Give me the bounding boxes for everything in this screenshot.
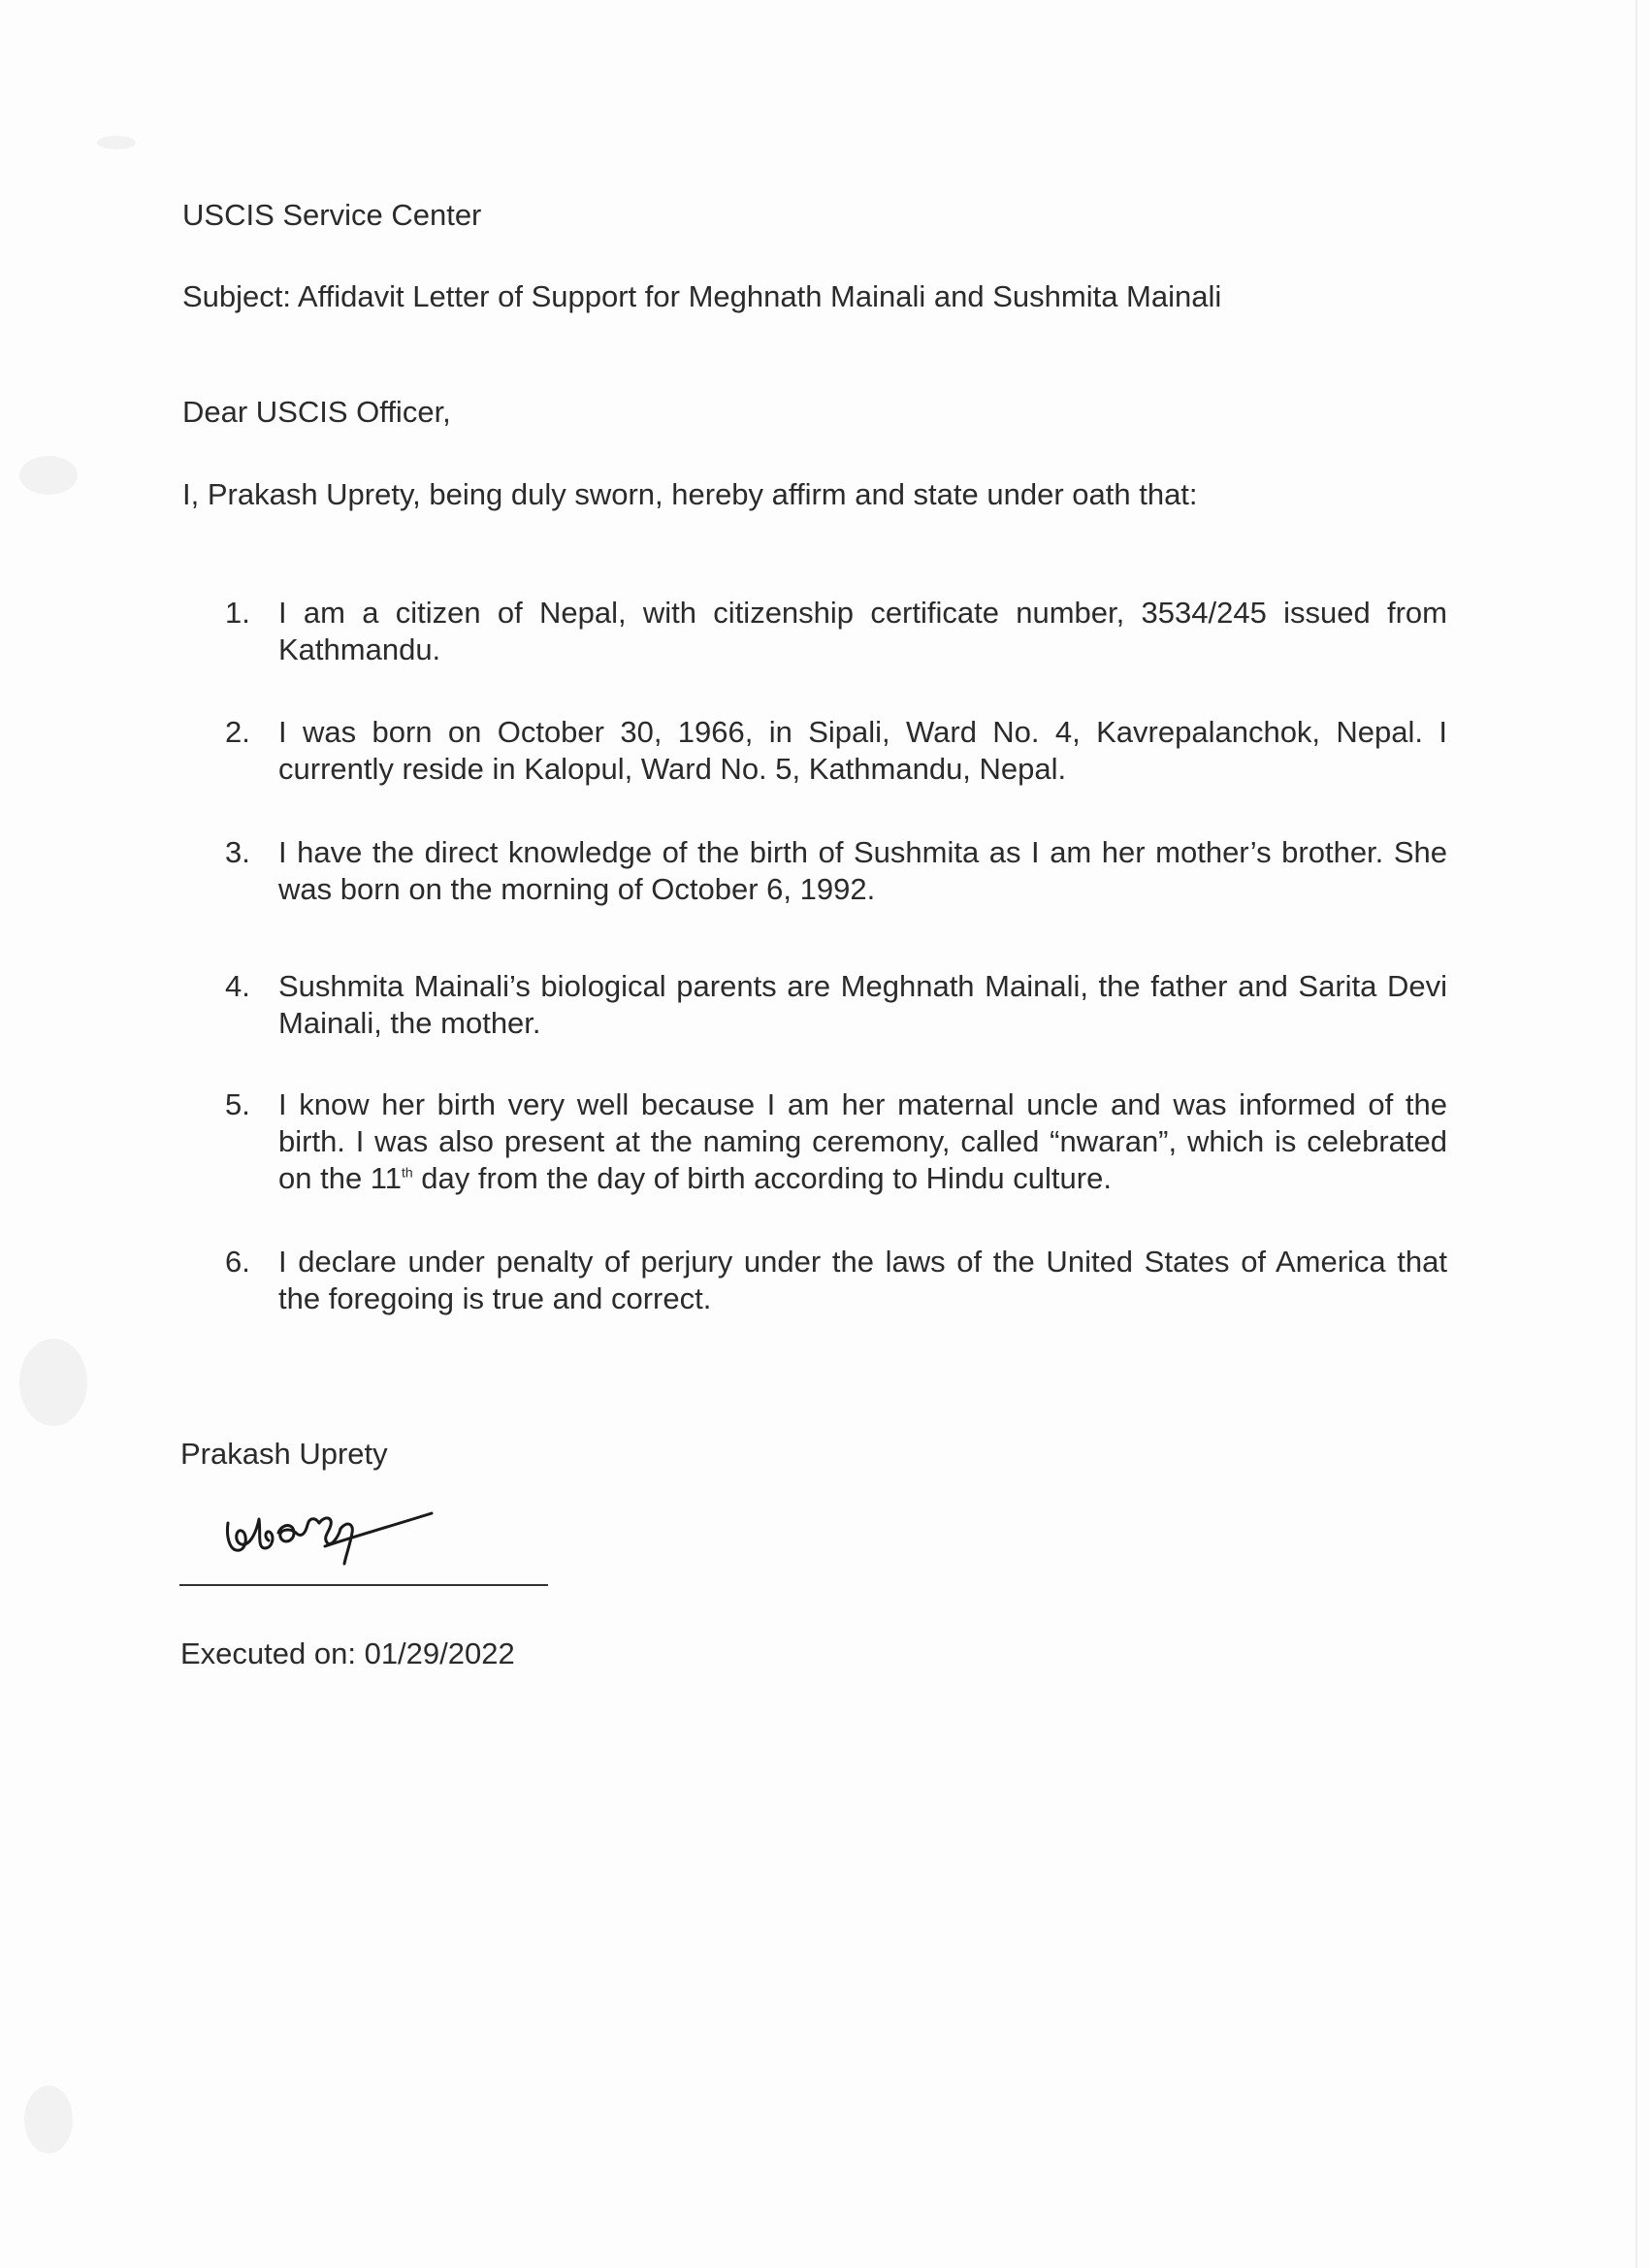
scan-artifact — [97, 136, 136, 149]
list-number: 6. — [225, 1245, 250, 1279]
list-text — [278, 1086, 1447, 1197]
recipient-line: USCIS Service Center — [182, 198, 482, 232]
handwritten-signature-icon — [218, 1494, 451, 1581]
list-text-part: day from the day of birth according to Hindu culture. — [412, 1161, 1112, 1195]
intro-paragraph: I, Prakash Uprety, being duly sworn, hereby affirm and state under oath that: — [182, 477, 1198, 511]
list-number: 3. — [225, 835, 250, 869]
list-item — [225, 595, 1447, 668]
list-text-part: I know her birth very well because I am her maternal uncle and was informed of the birth. I was also present at the naming ceremony, called “nwaran”, which is celebrated on the 11 — [278, 1087, 1447, 1195]
signer-name: Prakash Uprety — [180, 1437, 388, 1471]
list-number: 2. — [225, 715, 250, 749]
list-text: I was born on October 30, 1966, in Sipali, Ward No. 4, Kavrepalanchok, Nepal. I currently reside in Kalopul, Ward No. 5, Kathmandu, Nepal. — [278, 715, 1447, 786]
list-number: 5. — [225, 1087, 250, 1121]
list-text: I am a citizen of Nepal, with citizenship certificate number, 3534/245 issued from Kathmandu. — [278, 596, 1447, 666]
list-number: 1. — [225, 596, 250, 630]
list-number: 4. — [225, 969, 250, 1003]
scan-artifact — [24, 2086, 73, 2154]
list-item — [225, 834, 1447, 908]
signature-line — [179, 1584, 548, 1586]
scan-artifact — [19, 456, 78, 495]
list-text: I have the direct knowledge of the birth of Sushmita as I am her mother’s brother. She was born on the morning of October 6, 1992. — [278, 835, 1447, 906]
scan-artifact — [19, 1339, 87, 1426]
ordinal-superscript: th — [401, 1164, 413, 1181]
salutation: Dear USCIS Officer, — [182, 395, 451, 429]
list-text: I declare under penalty of perjury under the laws of the United States of America that the foregoing is true and correct. — [278, 1245, 1447, 1315]
list-item — [225, 714, 1447, 788]
list-item — [225, 968, 1447, 1042]
list-text: Sushmita Mainali’s biological parents are Meghnath Mainali, the father and Sarita Devi Mainali, the mother. — [278, 969, 1447, 1040]
execution-date: Executed on: 01/29/2022 — [180, 1636, 515, 1670]
list-item — [225, 1244, 1447, 1317]
scan-edge — [1635, 0, 1637, 2268]
subject-line: Subject: Affidavit Letter of Support for Meghnath Mainali and Sushmita Mainali — [182, 279, 1222, 313]
list-item — [225, 1086, 1447, 1197]
